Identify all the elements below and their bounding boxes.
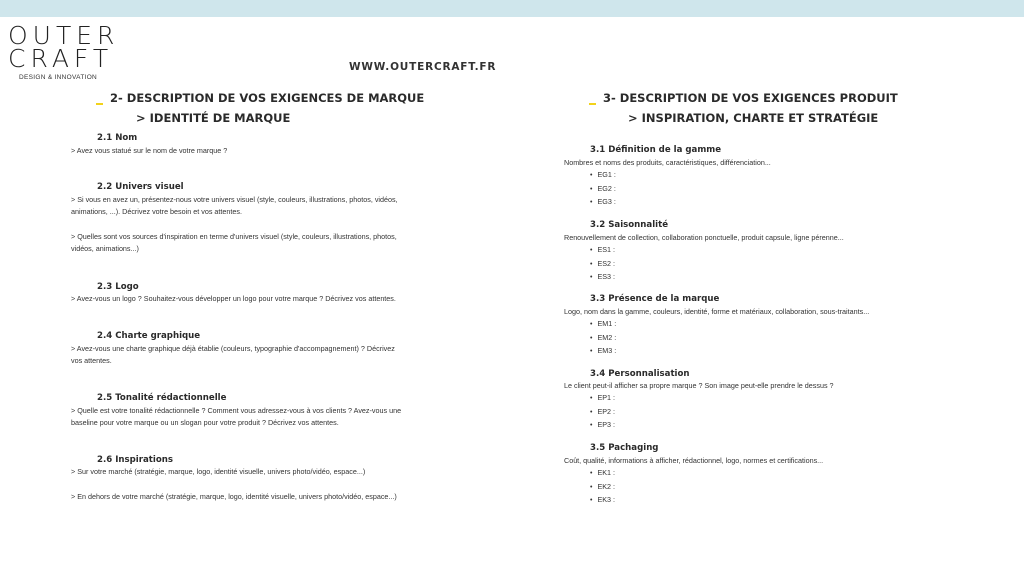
accent-mark-right <box>589 103 596 105</box>
right-heading: 3- DESCRIPTION DE VOS EXIGENCES PRODUIT <box>603 91 898 105</box>
list-item-eg1: • EG1 : <box>590 169 616 183</box>
website-url: WWW.OUTERCRAFT.FR <box>349 61 497 73</box>
top-banner <box>0 0 1024 17</box>
section-2-5-title: 2.5 Tonalité rédactionnelle <box>97 393 227 403</box>
section-2-5-question-a: > Quelle est votre tonalité rédactionnelle ? Comment vous adressez-vous à vos clients ? Avez-vous une <box>71 406 402 415</box>
section-3-2-title: 3.2 Saisonnalité <box>590 220 669 230</box>
section-3-4-title: 3.4 Personnalisation <box>590 369 690 379</box>
section-2-2-question-2b: vidéos, animations...) <box>71 244 139 253</box>
section-2-6-question-2: > En dehors de votre marché (stratégie, marque, logo, identité visuelle, univers photo/vidéo, espace...) <box>71 492 397 501</box>
section-3-1-title: 3.1 Définition de la gamme <box>590 145 722 155</box>
list-item-eg2: • EG2 : <box>590 183 616 197</box>
section-3-3-description: Logo, nom dans la gamme, couleurs, identité, forme et matériaux, collaboration, sous-traitants... <box>564 307 870 316</box>
list-item-em3: • EM3 : <box>590 345 616 359</box>
logo-tagline: DESIGN & INNOVATION <box>19 74 98 81</box>
list-item-em2: • EM2 : <box>590 332 616 346</box>
section-3-2-list <box>590 244 615 285</box>
section-2-4-question-b: vos attentes. <box>71 356 112 365</box>
list-item-em1: • EM1 : <box>590 318 616 332</box>
logo-line-1: OUTER <box>8 21 120 50</box>
section-3-5-title: 3.5 Pachaging <box>590 443 659 453</box>
list-item-eg3: • EG3 : <box>590 196 616 210</box>
section-2-2-question-1a: > Si vous en avez un, présentez-nous votre univers visuel (style, couleurs, illustrations, photos, vidéos, <box>71 195 398 204</box>
section-3-5-list <box>590 467 615 508</box>
section-2-3-title: 2.3 Logo <box>97 282 139 292</box>
list-item-ep1: • EP1 : <box>590 392 615 406</box>
section-3-4-list <box>590 392 615 433</box>
left-subheading: > IDENTITÉ DE MARQUE <box>136 111 291 125</box>
section-3-5-description: Coût, qualité, informations à afficher, rédactionnel, logo, normes et certifications... <box>564 456 824 465</box>
section-3-2-description: Renouvellement de collection, collaboration ponctuelle, produit capsule, ligne pérenne... <box>564 233 844 242</box>
section-2-3-question: > Avez-vous un logo ? Souhaitez-vous développer un logo pour votre marque ? Décrivez vos attentes. <box>71 294 396 303</box>
list-item-ek2: • EK2 : <box>590 481 615 495</box>
list-item-ep2: • EP2 : <box>590 406 615 420</box>
section-3-3-title: 3.3 Présence de la marque <box>590 294 720 304</box>
section-2-1-title: 2.1 Nom <box>97 133 138 143</box>
section-2-6-title: 2.6 Inspirations <box>97 455 173 465</box>
right-subheading: > INSPIRATION, CHARTE ET STRATÉGIE <box>628 111 879 125</box>
section-3-4-description: Le client peut-il afficher sa propre marque ? Son image peut-elle prendre le dessus ? <box>564 381 834 390</box>
list-item-es1: • ES1 : <box>590 244 615 258</box>
left-heading: 2- DESCRIPTION DE VOS EXIGENCES DE MARQUE <box>110 91 425 105</box>
list-item-ep3: • EP3 : <box>590 419 615 433</box>
logo-line-2: CRAFT <box>8 44 114 73</box>
section-3-3-list <box>590 318 616 359</box>
section-3-1-list <box>590 169 616 210</box>
list-item-es3: • ES3 : <box>590 271 615 285</box>
section-2-4-question-a: > Avez-vous une charte graphique déjà établie (couleurs, typographie d'accompagnement) ? Décrivez <box>71 344 395 353</box>
list-item-ek1: • EK1 : <box>590 467 615 481</box>
list-item-ek3: • EK3 : <box>590 494 615 508</box>
section-2-4-title: 2.4 Charte graphique <box>97 331 201 341</box>
section-2-5-question-b: baseline pour votre marque ou un slogan pour votre produit ? Décrivez vos attentes. <box>71 418 339 427</box>
section-2-2-question-1b: animations, ...). Décrivez votre besoin et vos attentes. <box>71 207 242 216</box>
section-2-2-question-2a: > Quelles sont vos sources d'inspiration en terme d'univers visuel (style, couleurs, illustrations, photos, <box>71 232 397 241</box>
outercraft-logo <box>8 21 120 81</box>
accent-mark-left <box>96 103 103 105</box>
list-item-es2: • ES2 : <box>590 258 615 272</box>
section-3-1-description: Nombres et noms des produits, caractéristiques, différenciation... <box>564 158 771 167</box>
section-2-2-title: 2.2 Univers visuel <box>97 182 184 192</box>
section-2-6-question-1: > Sur votre marché (stratégie, marque, logo, identité visuelle, univers photo/vidéo, espace...) <box>71 467 366 476</box>
section-2-1-question: > Avez vous statué sur le nom de votre marque ? <box>71 146 228 155</box>
